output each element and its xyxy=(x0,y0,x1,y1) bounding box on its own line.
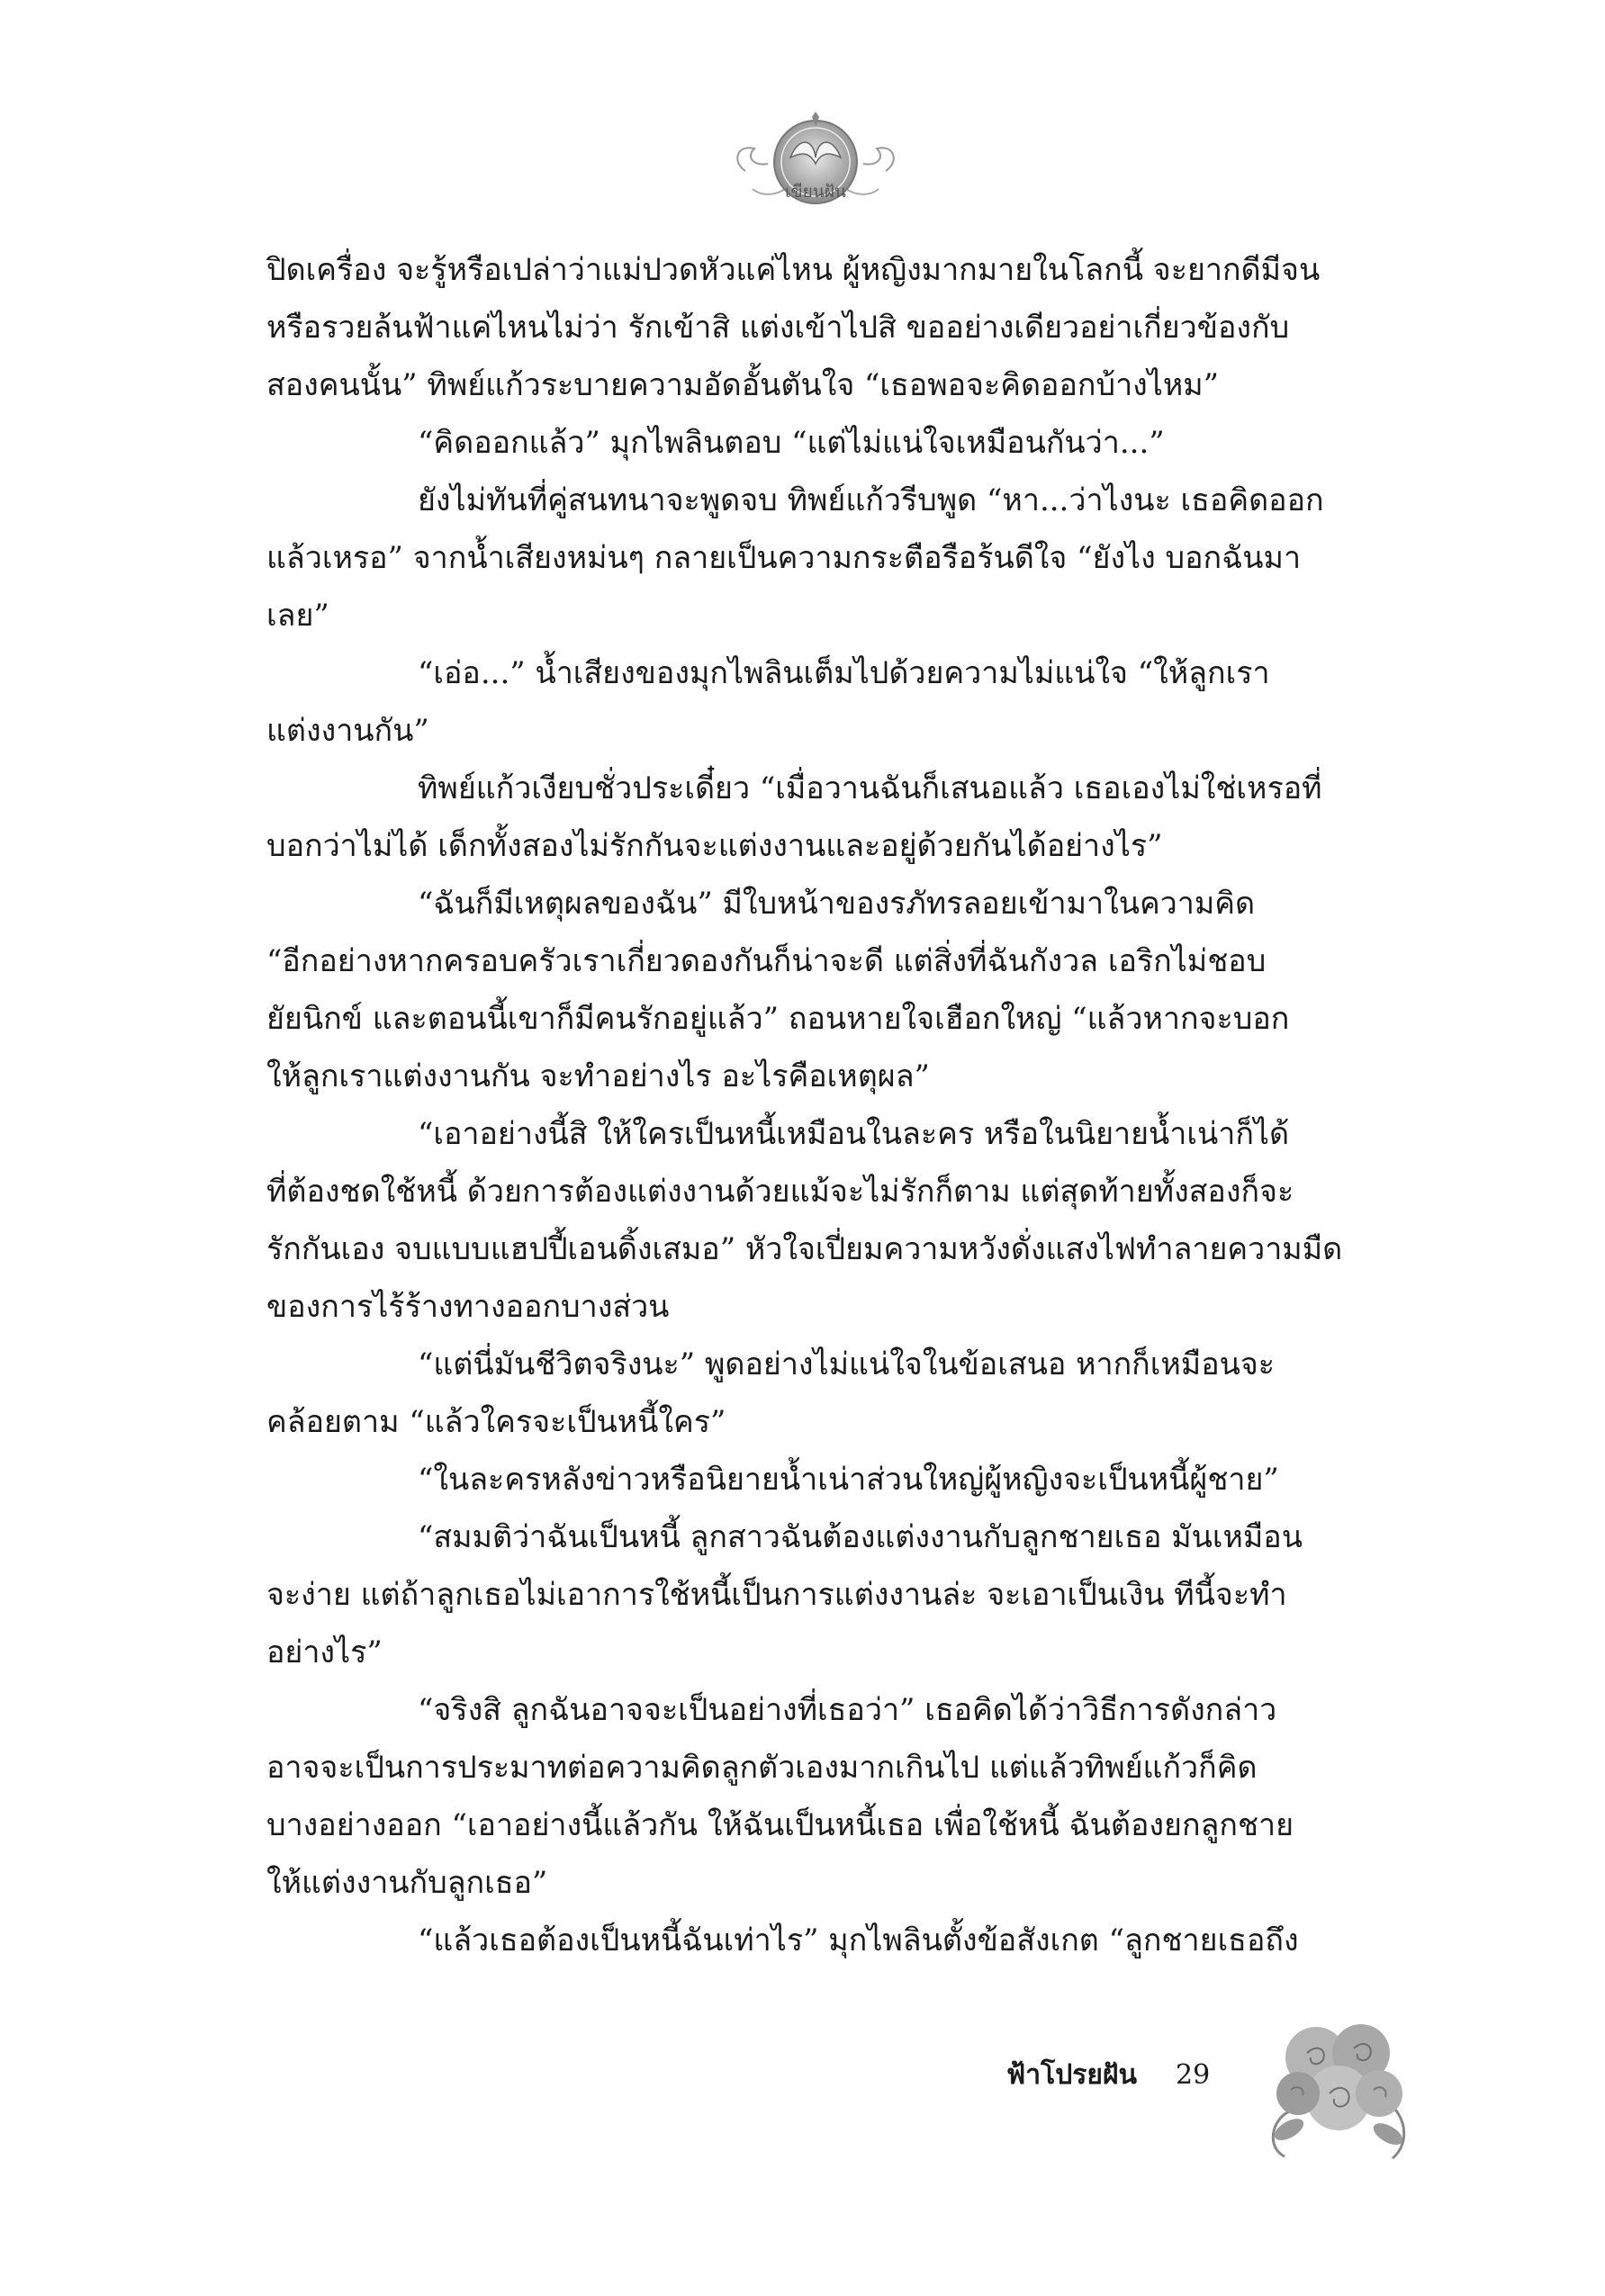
text-line: ปิดเครื่อง จะรู้หรือเปล่าว่าแม่ปวดหัวแค่ไหน ผู้หญิงมากมายในโลกนี้ จะยากดีมีจน xyxy=(266,252,1321,288)
logo-text: เขียนฝัน xyxy=(785,182,846,202)
text-line: ทิพย์แก้วเงียบชั่วประเดี๋ยว “เมื่อวานฉันก็เสนอแล้ว เธอเองไม่ใช่เหรอที่ xyxy=(418,770,1322,806)
text-line: คล้อยตาม “แล้วใครจะเป็นหนี้ใคร” xyxy=(266,1404,726,1440)
text-line: แล้วเหรอ” จากน้ำเสียงหม่นๆ กลายเป็นความกระตือรือร้นดีใจ “ยังไง บอกฉันมา xyxy=(266,540,1302,576)
text-line: อาจจะเป็นการประมาทต่อความคิดลูกตัวเองมากเกินไป แต่แล้วทิพย์แก้วก็คิด xyxy=(266,1750,1258,1786)
text-line: “คิดออกแล้ว” มุกไพลินตอบ “แต่ไม่แน่ใจเหมือนกันว่า...” xyxy=(418,425,1165,461)
text-line: ยังไม่ทันที่คู่สนทนาจะพูดจบ ทิพย์แก้วรีบพูด “หา...ว่าไงนะ เธอคิดออก xyxy=(418,482,1324,518)
text-line: แต่งงานกัน” xyxy=(266,713,429,749)
story-text xyxy=(266,241,1392,1969)
text-line: จะง่าย แต่ถ้าลูกเธอไม่เอาการใช้หนี้เป็นการแต่งงานล่ะ จะเอาเป็นเงิน ทีนี้จะทำ xyxy=(266,1577,1287,1613)
publisher-logo xyxy=(727,108,904,216)
roses-decoration xyxy=(1253,2003,1420,2164)
text-line: “เอ่อ...” น้ำเสียงของมุกไพลินเต็มไปด้วยความไม่แน่ใจ “ให้ลูกเรา xyxy=(418,655,1270,691)
text-line: ของการไร้ร้างทางออกบางส่วน xyxy=(266,1289,670,1325)
text-line: “ฉันก็มีเหตุผลของฉัน” มีใบหน้าของรภัทรลอยเข้ามาในความคิด xyxy=(418,886,1256,922)
text-line: อย่างไร” xyxy=(266,1634,383,1670)
text-line: “ในละครหลังข่าวหรือนิยายน้ำเน่าส่วนใหญ่ผู้หญิงจะเป็นหนี้ผู้ชาย” xyxy=(418,1462,1279,1498)
text-line: ให้แต่งงานกับลูกเธอ” xyxy=(266,1865,548,1901)
text-line: “แต่นี่มันชีวิตจริงนะ” พูดอย่างไม่แน่ใจในข้อเสนอ หากก็เหมือนจะ xyxy=(418,1346,1276,1382)
text-line: ให้ลูกเราแต่งงานกัน จะทำอย่างไร อะไรคือเหตุผล” xyxy=(266,1058,930,1094)
text-line: ที่ต้องชดใช้หนี้ ด้วยการต้องแต่งงานด้วยแม้จะไม่รักก็ตาม แต่สุดท้ายทั้งสองก็จะ xyxy=(266,1174,1294,1210)
text-line: ยัยนิกข์ และตอนนี้เขาก็มีคนรักอยู่แล้ว” ถอนหายใจเฮือกใหญ่ “แล้วหากจะบอก xyxy=(266,1001,1290,1037)
text-line: “อีกอย่างหากครอบครัวเราเกี่ยวดองกันก็น่าจะดี แต่สิ่งที่ฉันกังวล เอริกไม่ชอบ xyxy=(266,943,1267,979)
page-number: 29 xyxy=(1176,2059,1211,2091)
text-line: “แล้วเธอต้องเป็นหนี้ฉันเท่าไร” มุกไพลินตั้งข้อสังเกต “ลูกชายเธอถึง xyxy=(418,1922,1299,1958)
text-line: “เอาอย่างนี้สิ ให้ใครเป็นหนี้เหมือนในละคร หรือในนิยายน้ำเน่าก็ได้ xyxy=(418,1116,1290,1152)
text-line: บอกว่าไม่ได้ เด็กทั้งสองไม่รักกันจะแต่งงานและอยู่ด้วยกันได้อย่างไร” xyxy=(266,828,1163,864)
book-title: ฟ้าโปรยฝัน xyxy=(1006,2059,1138,2091)
text-line: สองคนนั้น” ทิพย์แก้วระบายความอัดอั้นตันใจ “เธอพอจะคิดออกบ้างไหม” xyxy=(266,367,1220,403)
text-line: เลย” xyxy=(266,598,329,634)
text-line: “จริงสิ ลูกฉันอาจจะเป็นอย่างที่เธอว่า” เธอคิดได้ว่าวิธีการดังกล่าว xyxy=(418,1692,1277,1728)
text-line: บางอย่างออก “เอาอย่างนี้แล้วกัน ให้ฉันเป็นหนี้เธอ เพื่อใช้หนี้ ฉันต้องยกลูกชาย xyxy=(266,1807,1294,1843)
text-line: “สมมติว่าฉันเป็นหนี้ ลูกสาวฉันต้องแต่งงานกับลูกชายเธอ มันเหมือน xyxy=(418,1519,1303,1555)
roses-icon xyxy=(1253,2003,1420,2164)
text-line: รักกันเอง จบแบบแฮปปี้เอนดิ้งเสมอ” หัวใจเปี่ยมความหวังดั่งแสงไฟทำลายความมืด xyxy=(266,1231,1343,1267)
text-line: หรือรวยล้นฟ้าแค่ไหนไม่ว่า รักเข้าสิ แต่งเข้าไปสิ ขออย่างเดียวอย่าเกี่ยวข้องกับ xyxy=(266,310,1290,346)
